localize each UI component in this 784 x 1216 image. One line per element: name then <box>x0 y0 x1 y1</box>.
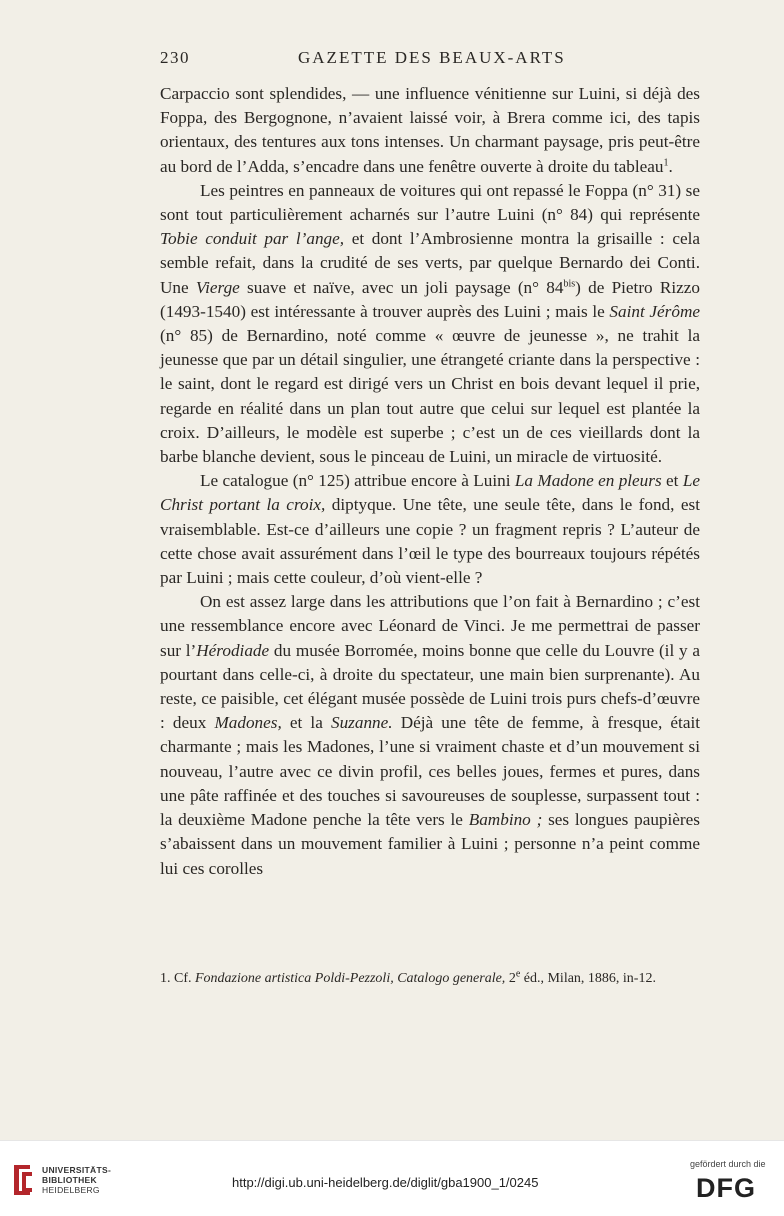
paragraph-1-run: 1 <box>663 156 669 168</box>
paragraph-2-run: Les peintres en panneaux de voitures qui ont repassé le Foppa (n° 31) se sont tout particulièrement acharnés sur l’autre Luini (n° 84) qui représente <box>160 180 700 225</box>
paragraph-4-run: du musée Borromée, moins bonne que celle du Louvre (il y a pourtant dans celle-ci, à droite du spectateur, une main bien surprenante). Au reste, ce paisible, cet élégant musée possède de Luini trois purs chefs-d’œuvre : deux <box>160 640 700 733</box>
paragraph-4-run: On est assez large dans les attributions que l’on fait à Bernardino ; c’est une ressemblance encore avec Léonard de Vinci. Je me permettrai de passer sur l’ <box>160 592 700 660</box>
running-title: GAZETTE DES BEAUX-ARTS <box>298 48 566 67</box>
paragraph-2 <box>160 179 700 469</box>
paragraph-4 <box>160 590 700 880</box>
footnote-run: e <box>515 968 521 980</box>
paragraph-4-run: Suzanne. <box>330 713 393 733</box>
paragraph-3 <box>160 469 700 590</box>
paragraph-1 <box>160 82 700 179</box>
paragraph-2-run: et dont l’Ambrosienne montra la grisaille : cela semble refait, dans la crudité de ses verts, par quelque Bernardo dei Conti. Une <box>160 229 700 297</box>
footnote-run: 1. Cf. <box>160 971 195 986</box>
paragraph-4-run: Déjà une tête de femme, à fresque, était charmante ; mais les Madones, l’une si vraiment chaste et d’un mouvement si nouveau, l’autre avec ce divin profil, ces belles joues, fermes et pures, dans une pâte raffinée et des touches si savoureuses de souplesse, surpassent tout : la deuxième Madone penche la tête vers le <box>160 713 700 830</box>
paragraph-2-run: ) de Pietro Rizzo (1493-1540) est intéressante à trouver auprès des Luini ; mais le <box>160 277 700 321</box>
library-name: UNIVERSITÄTS- BIBLIOTHEK HEIDELBERG <box>42 1165 112 1195</box>
paragraph-4-run: Madones, <box>214 713 282 733</box>
funded-by-label: gefördert durch die <box>690 1159 766 1169</box>
permalink-url[interactable]: http://digi.ub.uni-heidelberg.de/diglit/gba1900_1/0245 <box>232 1175 539 1190</box>
paragraph-2-run: Tobie conduit par l’ange, <box>160 229 345 249</box>
footnote-run: éd., Milan, 1886, in-12. <box>520 971 656 986</box>
paragraph-3-run: Le catalogue (n° 125) attribue encore à Luini <box>200 471 515 491</box>
paragraph-4-run: et la <box>281 713 331 733</box>
paragraph-3-run: Le Christ portant la croix, <box>160 471 701 515</box>
paragraph-4-run: Bambino ; <box>468 810 543 830</box>
university-library-logo-icon <box>10 1163 36 1197</box>
footnote-run: Fondazione artistica Poldi-Pezzoli, Catalogo generale, <box>195 971 506 986</box>
paragraph-2-run: Saint Jérôme <box>609 301 700 321</box>
footnote <box>160 970 700 988</box>
page-header <box>160 44 700 70</box>
viewer-footer <box>0 1140 784 1216</box>
paragraph-2-run: bis <box>563 277 576 289</box>
paragraph-4-run: Hérodiade <box>196 640 270 660</box>
paragraph-3-run: La Madone en pleurs <box>514 471 662 491</box>
paragraph-2-run: (n° 85) de Bernardino, noté comme « œuvre de jeunesse », ne trahit la jeunesse que par un détail singulier, une étrangeté criante dans la perspective : le saint, dont le regard est dirigé vers un Christ en bois devant lequel il prie, regarde en réalité dans un plan tout autre que celui sur lequel est plantée la croix. D’ailleurs, le modèle est superbe ; c’est un de ces vieillards dont la barbe blanche devient, sous le pinceau de Luini, un miracle de virtuosité. <box>160 326 700 467</box>
dfg-logo: DFG <box>696 1173 756 1203</box>
paragraph-2-run: suave et naïve, avec un joli paysage (n° 84 <box>239 277 564 297</box>
paragraph-1-run: Carpaccio sont splendides, — une influence vénitienne sur Luini, si déjà des Foppa, des Bergognone, n’avaient laissé voir, à Brera comme ici, des tapis orientaux, des tentures aux tons intenses. Un charmant paysage, pris peut-être au bord de l’Adda, s’encadre dans une fenêtre ouverte à droite du tableau <box>160 84 700 176</box>
body-text <box>160 82 700 881</box>
footnote-run: 2 <box>505 971 516 986</box>
paragraph-2-run: Vierge <box>195 277 240 297</box>
paragraph-3-run: diptyque. Une tête, une seule tête, dans le fond, est vraisemblable. Est-ce d’ailleurs une copie ? un fragment repris ? L’auteur de cette chose avait assurément dans l’œil le type des bourreaux toujours répétés par Luini ; mais cette couleur, d’où vient-elle ? <box>160 495 700 588</box>
page-number: 230 <box>160 48 190 67</box>
paragraph-3-run: et <box>661 471 683 491</box>
paragraph-4-run: ses longues paupières s’abaissent dans un mouvement familier à Luini ; personne n’a peint comme lui ces corolles <box>160 810 700 878</box>
paragraph-1-run: . <box>668 156 673 176</box>
